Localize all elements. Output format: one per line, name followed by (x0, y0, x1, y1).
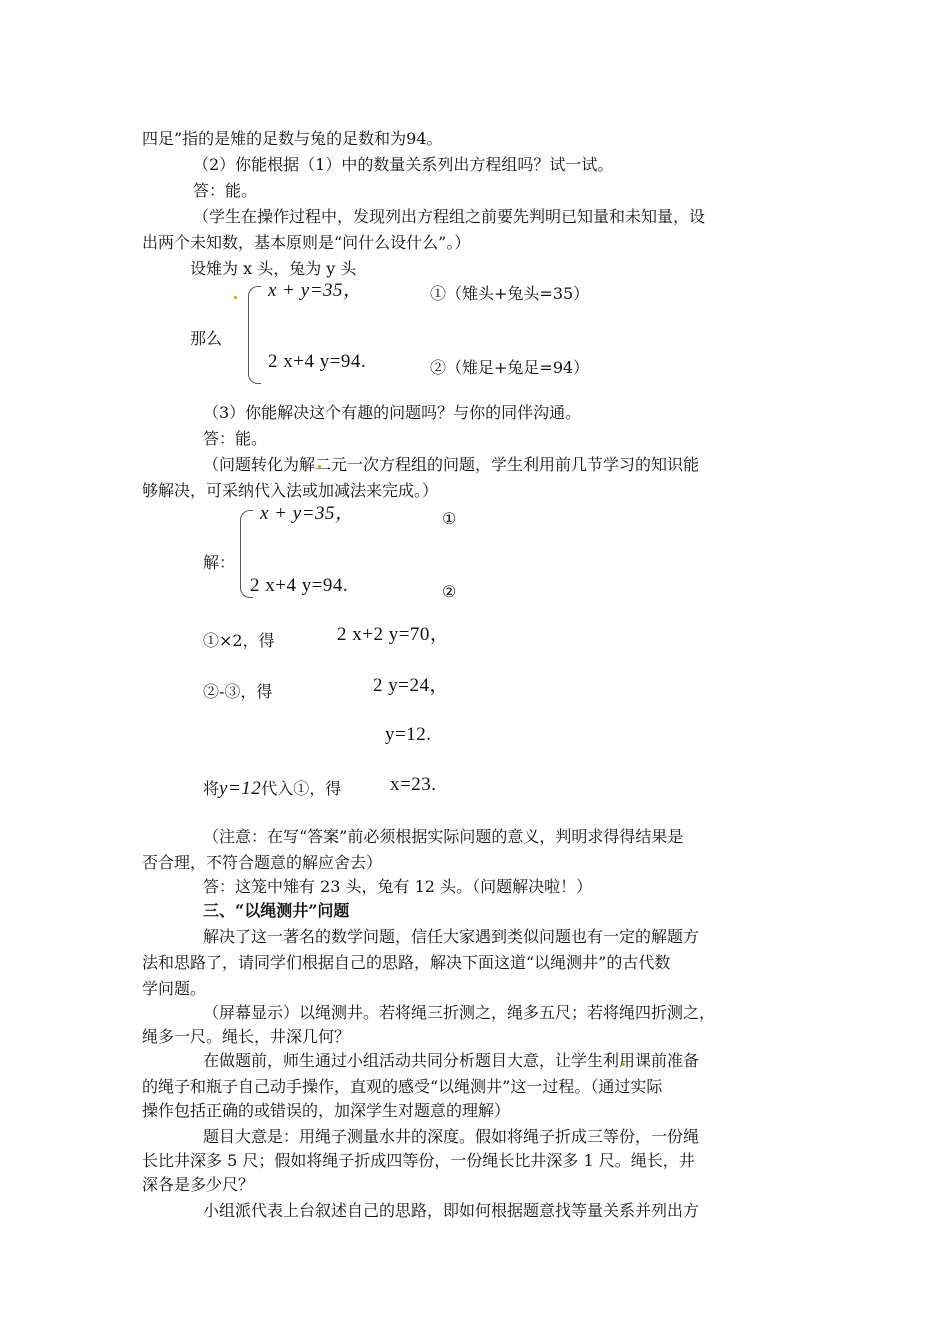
step-4-prefix: 将 (203, 779, 220, 798)
step-2-equation: 2 y=24， (373, 675, 449, 696)
equation-2 (268, 351, 366, 373)
text-line: 学问题。 (142, 979, 207, 998)
text-line: 绳多一尺。绳长，井深几何？ (142, 1027, 351, 1046)
text-line: 四足”指的是雉的足数与兔的足数和为94。 (142, 129, 443, 148)
equation-2-text: 2 x+4 y=94. (268, 351, 367, 372)
step-1-equation: 2 x+2 y=70， (337, 624, 450, 645)
text-line: 在做题前，师生通过小组活动共同分析题目大意，让学生利用课前准备 (203, 1051, 700, 1070)
label-namo: 那么 (190, 329, 223, 348)
equation-1 (260, 503, 355, 525)
question-2: （2）你能根据（1）中的数量关系列出方程组吗？试一试。 (193, 155, 614, 174)
marker-dot (234, 296, 237, 299)
question-3: （3）你能解决这个有趣的问题吗？与你的同伴沟通。 (203, 403, 582, 422)
step-3-equation: y=12. (385, 724, 432, 745)
step-4-value: y=12 (219, 778, 262, 799)
equation-1-text: x + y=35， (268, 280, 363, 301)
step-4-equation: x=23. (390, 774, 437, 795)
equation-number-2: ② (442, 582, 457, 601)
note-line: （注意：在写“答案”前必须根据实际问题的意义，判明求得得结果是 (203, 827, 684, 846)
step-1-label: ①×2，得 (203, 631, 275, 650)
text-line: 深各是多少尺？ (142, 1175, 255, 1194)
text-line: （学生在操作过程中，发现列出方程组之前要先判明已知量和未知量，设 (193, 207, 706, 226)
text-line: 出两个未知数，基本原则是“问什么设什么”。） (142, 233, 471, 252)
text-line: 的绳子和瓶子自己动手操作，直观的感受“以绳测井”这一过程。（通过实际 (142, 1077, 663, 1096)
equation-1-text: x + y=35， (260, 503, 355, 524)
section-heading: 三、“以绳测井”问题 (203, 901, 350, 920)
step-4-line (203, 778, 341, 800)
note-line: 否合理，不符合题意的解应舍去） (142, 853, 383, 872)
text-line: 题目大意是：用绳子测量水井的深度。假如将绳子折成三等份，一份绳 (203, 1127, 700, 1146)
text-line: 设雉为 x 头，兔为 y 头 (190, 259, 357, 278)
text-line: 够解决，可采纳代入法或加减法来完成。） (142, 481, 439, 500)
equation-1 (268, 280, 363, 302)
step-4-suffix: 代入①，得 (261, 779, 342, 798)
equation-note-1: ①（雉头+兔头=35） (430, 284, 590, 303)
text-line: 法和思路了，请同学们根据自己的思路，解决下面这道“以绳测井”的古代数 (142, 953, 671, 972)
text-line: （问题转化为解二元一次方程组的问题，学生利用前几节学习的知识能 (203, 455, 700, 474)
equation-number-1: ① (442, 509, 457, 528)
label-solve: 解： (203, 553, 236, 572)
text-line: 解决了这一著名的数学问题，信任大家遇到类似问题也有一定的解题方 (203, 927, 700, 946)
final-answer: 答：这笼中雉有 23 头，兔有 12 头。（问题解决啦！） (203, 877, 593, 896)
equation-2 (250, 575, 348, 597)
text-line: 操作包括正确的或错误的，加深学生对题意的理解） (142, 1101, 511, 1120)
equation-note-2: ②（雉足+兔足=94） (430, 358, 590, 377)
answer-line: 答：能。 (203, 429, 268, 448)
text-line: 小组派代表上台叙述自己的思路，即如何根据题意找等量关系并列出方 (203, 1201, 700, 1220)
text-line: 长比井深多 5 尺；假如将绳子折成四等份，一份绳长比井深多 1 尺。绳长，井 (142, 1151, 695, 1170)
equation-2-text: 2 x+4 y=94. (250, 575, 349, 596)
step-2-label: ②-③，得 (203, 682, 273, 701)
left-brace (248, 286, 261, 384)
answer-line: 答：能。 (193, 181, 258, 200)
text-line: （屏幕显示）以绳测井。若将绳三折测之，绳多五尺；若将绳四折测之， (203, 1003, 716, 1022)
